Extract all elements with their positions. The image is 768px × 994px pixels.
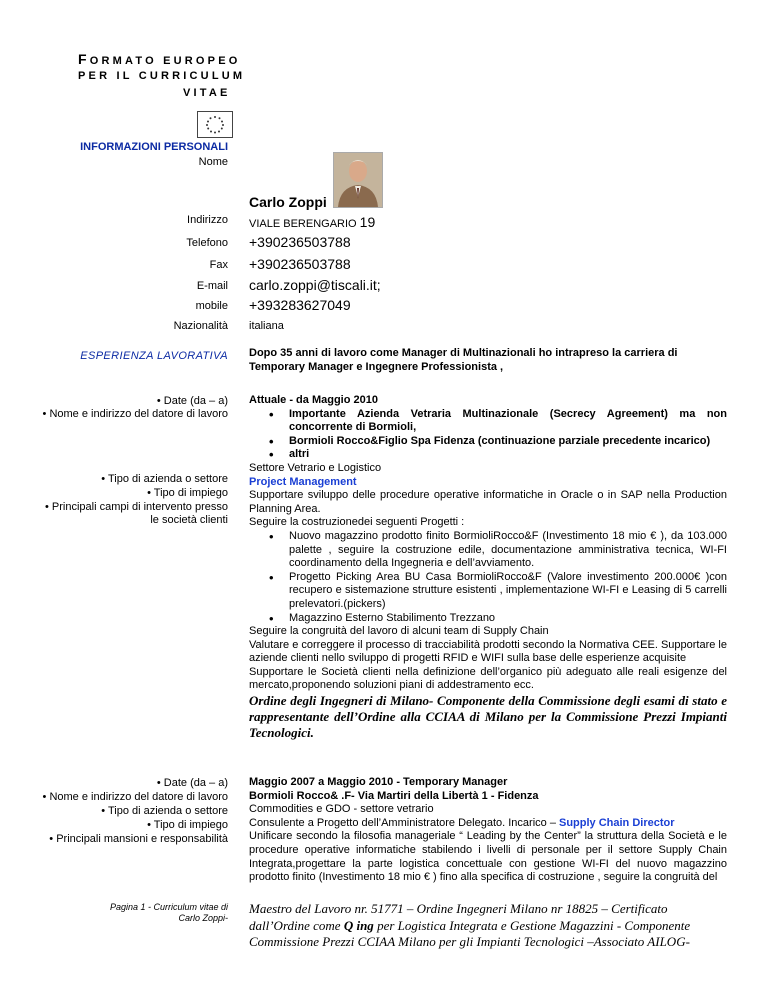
job1-role: Project Management <box>249 475 357 488</box>
value-nazionalita: italiana <box>249 320 284 332</box>
job1-content <box>249 394 727 741</box>
person-name: Carlo Zoppi <box>249 194 327 210</box>
job1-paragraph: Valutare e correggere il processo di tracciabilità prodotti secondo la Normativa CEE. Supportare le aziende clienti nello sviluppo di progetti RFID e WIFI sulla base delle esperienze acquisite <box>249 638 727 665</box>
label-duties-job2: • Principali mansioni e responsabilità <box>49 833 228 845</box>
job1-projects <box>249 530 727 625</box>
job1-paragraph: Supportare sviluppo delle procedure operative informatiche in Oracle o in SAP nella Production Planning Area. <box>249 489 727 515</box>
cv-title-line-1: FORMATO EUROPEO <box>78 51 241 67</box>
job2-content <box>249 776 727 885</box>
label-employer-job1: • Nome e indirizzo del datore di lavoro <box>42 408 228 420</box>
portrait-photo <box>333 152 383 208</box>
section-title-personal: INFORMAZIONI PERSONALI <box>80 141 228 153</box>
list-item: • Magazzino Esterno Stabilimento Trezzano <box>289 612 727 626</box>
label-nome: Nome <box>198 156 228 168</box>
label-indirizzo: Indirizzo <box>187 214 228 226</box>
label-date-job2: • Date (da – a) <box>156 777 228 789</box>
label-role-job1: • Tipo di impiego <box>147 487 228 499</box>
job1-date: Attuale - da Maggio 2010 <box>249 394 378 406</box>
value-telefono: +390236503788 <box>249 234 351 250</box>
label-sector-job1: • Tipo di azienda o settore <box>101 473 228 485</box>
job1-sector: Settore Vetrario e Logistico <box>249 461 382 474</box>
job1-ordine-note: Ordine degli Ingegneri di Milano- Componente della Commissione degli esami di stato e rappresentante dell’Ordine alla CCIAA di Milano per la Commissione Prezzi Impianti Tecnologici. <box>249 693 727 741</box>
job2-employer: Bormioli Rocco& .F- Via Martiri della Libertà 1 - Fidenza <box>249 789 539 802</box>
list-item: • Nuovo magazzino prodotto finito BormioliRocco&F (Investimento 18 mio € ), da 103.000 palette , seguire la costruzione edile, documentazione amministrativa tecnica, WI-FI coordinamento della Ingegneria e dell’avviamento. <box>289 530 727 571</box>
label-mobile: mobile <box>195 300 228 312</box>
value-mobile: +393283627049 <box>249 297 351 313</box>
label-sector-job2: • Tipo di azienda o settore <box>101 805 228 817</box>
value-fax: +390236503788 <box>249 256 351 272</box>
list-item: • Progetto Picking Area BU Casa BormioliRocco&F (Valore investimento 200.000€ )con recupero e sistemazione strutture esistenti , implementazione WI-FI e Leasing di 5 carrelli prelevatori.(pickers) <box>289 571 727 612</box>
list-item: • altri <box>289 448 727 462</box>
job2-date: Maggio 2007 a Maggio 2010 - Temporary Manager <box>249 776 508 788</box>
experience-intro: Dopo 35 anni di lavoro come Manager di Multinazionali ho intrapreso la carriera di Temporary Manager e Ingegnere Professionista , <box>249 347 678 373</box>
job2-role: Consulente a Progetto dell’Amministratore Delegato. Incarico – Supply Chain Director <box>249 816 675 829</box>
label-fields-job1-2: le società clienti <box>150 514 228 526</box>
list-item: • Bormioli Rocco&Figlio Spa Fidenza (continuazione parziale precedente incarico) <box>289 435 727 449</box>
label-fax: Fax <box>209 259 228 271</box>
label-fields-job1: • Principali campi di intervento presso <box>45 501 228 513</box>
job1-paragraph: Supportare le Società clienti nella definizione dell’organico più adeguato alle reali esigenze del mercato,proponendo soluzioni piani di addestramento ecc. <box>249 665 727 692</box>
eu-flag-icon <box>197 111 233 138</box>
job2-sector: Commodities e GDO - settore vetrario <box>249 803 434 816</box>
label-employer-job2: • Nome e indirizzo del datore di lavoro <box>42 791 228 803</box>
label-nazionalita: Nazionalità <box>173 320 228 332</box>
cv-title-line-3: VITAE <box>183 87 231 99</box>
section-title-experience: ESPERIENZA LAVORATIVA <box>80 350 228 362</box>
job2-duties: Unificare secondo la filosofia manageriale “ Leading by the Center” la struttura della Società e le procedure operative informatiche stabilendo i livelli di personale per il settore Supply Chain Integrata,progettare la parte logistica concettuale con gestione WI-FI del nuovo magazzino prodotto finito (Investimento 18 mio € ) fino alla specifica di costruzione , seguire la congruità del <box>249 830 727 884</box>
list-item: • Importante Azienda Vetraria Multinazionale (Secrecy Agreement) ma non concorrente di Bormioli, <box>289 408 727 435</box>
label-telefono: Telefono <box>186 237 228 249</box>
footer-note: Maestro del Lavoro nr. 51771 – Ordine Ingegneri Milano nr 18825 – Certificato dall’Ordine come Q ing per Logistica Integrata e Gestione Magazzini - Componente Commissione Prezzi CCIAA Milano per gli Impianti Tecnologici –Associato AILOG- <box>249 901 691 949</box>
label-role-job2: • Tipo di impiego <box>147 819 228 831</box>
job1-employers <box>249 408 727 462</box>
label-date-job1: • Date (da – a) <box>156 395 228 407</box>
job1-paragraph: Seguire la costruzionedei seguenti Progetti : <box>249 516 465 529</box>
value-email: carlo.zoppi@tiscali.it; <box>249 277 381 293</box>
page-footer-label: Pagina 1 - Curriculum vitae di Carlo Zoppi- <box>109 902 228 923</box>
label-email: E-mail <box>196 280 228 292</box>
job1-paragraph: Seguire la congruità del lavoro di alcuni team di Supply Chain <box>249 625 549 638</box>
cv-title-line-2: PER IL CURRICULUM <box>78 70 246 82</box>
value-indirizzo: VIALE BERENGARIO 19 <box>249 214 376 230</box>
